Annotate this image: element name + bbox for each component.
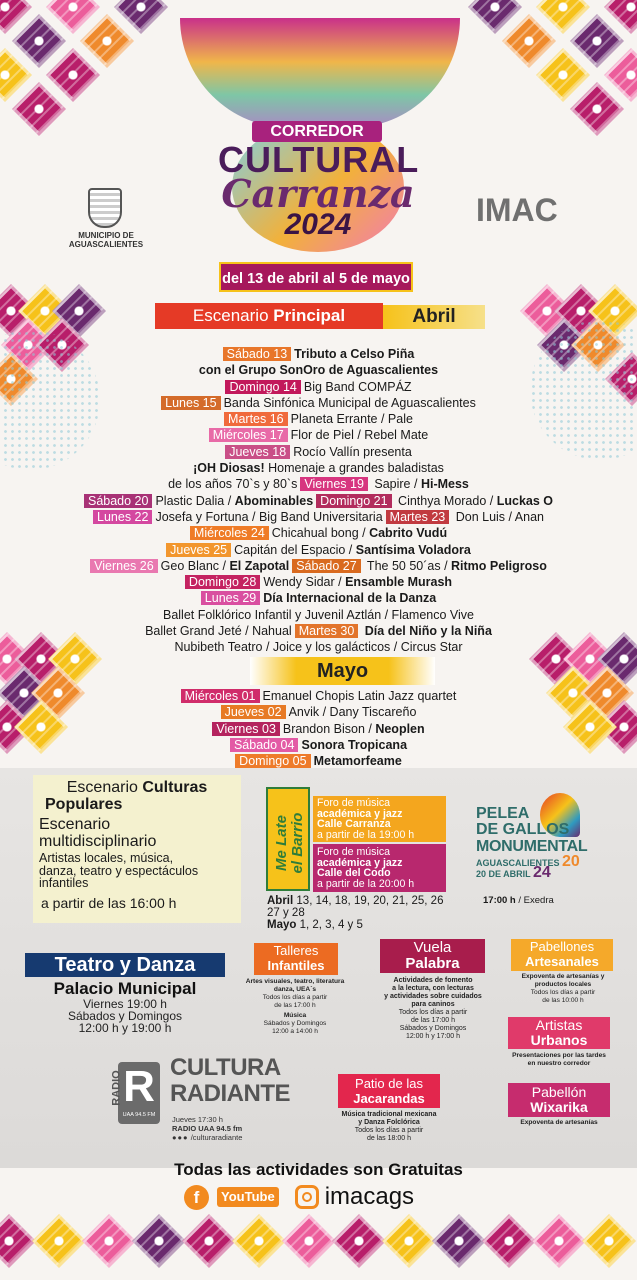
schedule-line <box>0 395 637 411</box>
performer-text: Wendy Sidar / <box>263 575 346 590</box>
artistas-banner <box>508 1017 610 1049</box>
instagram-handle: imacags <box>324 1183 415 1210</box>
performer-bold: Abominables <box>234 493 314 508</box>
talleres-l4: de las 17:00 h <box>274 1002 316 1009</box>
performer-text: Don Luis / Anan <box>452 509 544 524</box>
day-tag: Sábado 27 <box>292 559 360 573</box>
performer-bold: Neoplen <box>375 721 425 736</box>
talleres-b: Infantiles <box>267 958 325 973</box>
radio-a: CULTURA <box>170 1054 281 1081</box>
artistas-a: Artistas <box>535 1017 583 1033</box>
wixarika-a: Pabellón <box>531 1084 587 1100</box>
day-tag: Martes 30 <box>295 624 359 638</box>
schedule-line <box>0 721 637 737</box>
radio-e: /culturaradiante <box>190 1133 243 1142</box>
day-tag: Martes 16 <box>224 412 288 426</box>
corredor-label: CORREDOR <box>252 121 382 142</box>
talleres-banner <box>254 943 338 975</box>
day-tag: Jueves 18 <box>225 445 290 459</box>
schedule-line <box>0 574 637 590</box>
pelea-d: AGUASCALIENTES <box>476 858 560 868</box>
performer-bold: Cabrito Vudú <box>369 526 448 541</box>
performer-text: Josefa y Fortuna / Big Band Universitaria <box>155 509 383 524</box>
wixarika-banner <box>508 1083 610 1117</box>
patio-l3: Todos los días a partir <box>354 1127 424 1134</box>
year-title: 2024 <box>284 208 352 241</box>
performer-text: Anvik / Dany Tiscareño <box>288 705 417 720</box>
pelea-time <box>483 895 554 906</box>
patio-l2: y Danza Folclórica <box>358 1119 420 1126</box>
populares-d: Escenario <box>39 816 111 833</box>
populares-f: Artistas locales, música, <box>39 851 174 865</box>
performer-text: Nubibeth Teatro / Joice y los galácticos / Circus Star <box>174 640 463 655</box>
performer-text: de los años 70`s y 80`s <box>168 477 298 492</box>
performer-text: Ballet Folklórico Infantil y Juvenil Aztlán / Flamenco Vive <box>162 607 475 622</box>
wixarika-info <box>500 1119 618 1127</box>
social-row <box>184 1183 464 1211</box>
performer-bold: Hi-Mess <box>420 477 469 492</box>
foro1-d: a partir de la 19:00 h <box>317 828 415 841</box>
vuela-l4: para caninos <box>411 1001 455 1008</box>
populares-g: danza, teatro y espectáculos <box>39 863 199 878</box>
populares-e: multidisciplinario <box>39 833 157 850</box>
facebook-icon[interactable]: f <box>184 1185 209 1210</box>
schedule-line <box>0 427 637 443</box>
foro2-d: a partir de la 20:00 h <box>317 877 415 890</box>
cultural-title: CULTURAL <box>218 139 420 180</box>
teatro-times <box>25 998 225 1034</box>
day-tag: Sábado 04 <box>230 738 298 752</box>
performer-bold: El Zapotal <box>229 558 290 573</box>
day-tag: Sábado 20 <box>84 494 152 508</box>
foro2-a: Foro de música <box>317 846 391 858</box>
artistas-l1: Presentaciones por las tardes <box>512 1052 606 1059</box>
april-schedule <box>0 346 637 656</box>
day-tag: Domingo 28 <box>185 575 260 589</box>
performer-text: Planeta Errante / Pale <box>290 412 413 427</box>
pabellones-l4: de las 10:00 h <box>542 997 584 1004</box>
day-tag: Viernes 19 <box>300 477 368 491</box>
barrio-dates <box>267 895 452 931</box>
pabellones-b: Artesanales <box>525 954 599 969</box>
day-tag: Sábado 13 <box>223 347 291 361</box>
radio-d: RADIO UAA 94.5 fm <box>172 1124 243 1133</box>
performer-text: Rocío Vallín <box>293 444 360 459</box>
teatro-l2: Sábados y Domingos <box>67 1009 183 1023</box>
day-tag: Lunes 29 <box>201 591 260 605</box>
barrio-mayo-days: 1, 2, 3, 4 y 5 <box>296 919 363 931</box>
wixarika-l1: Expoventa de artesanías <box>520 1119 598 1126</box>
artistas-b: Urbanos <box>530 1032 588 1048</box>
day-tag: Jueves 02 <box>221 705 286 719</box>
performer-bold: Día del Niño y la Niña <box>364 624 492 639</box>
schedule-line <box>0 493 637 509</box>
schedule-line <box>0 411 637 427</box>
teatro-l3: 12:00 h y 19:00 h <box>78 1021 172 1035</box>
performer-text: ¡OH Diosas! <box>193 461 265 476</box>
pabellones-banner <box>511 939 613 971</box>
performer-text: The 50 50´as / <box>363 558 452 573</box>
performer-text: Emanuel Chopis Latin Jazz quartet <box>262 689 457 703</box>
day-tag: Lunes 22 <box>93 510 152 524</box>
vuela-l1: Actividades de fomento <box>393 977 473 984</box>
teatro-banner: Teatro y Danza <box>25 953 225 977</box>
performer-text: Metamorfeame <box>313 754 402 769</box>
barrio-mayo-label: Mayo <box>267 919 297 931</box>
vuela-banner <box>380 939 485 973</box>
populares-h: infantiles <box>39 876 89 890</box>
youtube-icon[interactable]: YouTube <box>217 1187 279 1207</box>
radio-uaa-label: UAA 94.5 FM <box>122 1112 156 1118</box>
mayo-banner: Mayo <box>250 657 435 685</box>
teatro-sub: Palacio Municipal <box>53 979 197 998</box>
vuela-l3: y actividades sobre cuidados <box>384 993 482 1000</box>
performer-text: Sonora Tropicana <box>301 737 408 752</box>
barrio-abril-days: 13, 14, 18, 19, 20, 21, 25, 26 <box>293 895 444 907</box>
patio-banner <box>338 1074 440 1108</box>
foro1-a: Foro de música <box>317 797 391 809</box>
pelea-e: 20 <box>562 853 580 870</box>
schedule-line <box>0 623 637 639</box>
schedule-line <box>0 444 637 460</box>
populares-a: Escenario <box>66 779 143 796</box>
patio-l1: Música tradicional mexicana <box>341 1111 437 1118</box>
gratis-text: Todas las actividades son Gratuitas <box>174 1160 463 1179</box>
performer-text: con el Grupo SonOro de Aguascalientes <box>198 363 439 378</box>
pelea-c: MONUMENTAL <box>476 838 588 855</box>
talleres-l7: 12:00 a 14:00 h <box>272 1028 318 1035</box>
performer-bold: Ritmo Peligroso <box>451 558 547 573</box>
schedule-line <box>0 704 637 720</box>
vuela-l6: de las 17:00 h <box>411 1017 455 1024</box>
performer-text: Cinthya Morado / <box>394 493 497 508</box>
performer-text: Día Internacional de la Danza <box>263 591 437 606</box>
schedule-line <box>0 509 637 525</box>
fan-decoration <box>180 18 460 128</box>
talleres-l6: Sábados y Domingos <box>263 1020 327 1027</box>
instagram-icon[interactable] <box>295 1185 319 1209</box>
performer-text: Big Band COMPÁZ <box>303 379 412 394</box>
talleres-a: Talleres <box>273 943 319 958</box>
pabellones-info <box>505 973 621 1005</box>
day-tag: Viernes 26 <box>90 559 158 573</box>
vuela-a: Vuela <box>413 939 452 956</box>
abril-banner: Abril <box>383 305 485 329</box>
day-tag: Domingo 14 <box>225 380 300 394</box>
schedule-line <box>0 379 637 395</box>
vuela-l2: a la lectura, con lecturas <box>392 985 474 992</box>
day-tag: Domingo 21 <box>316 494 391 508</box>
pelea-h: 17:00 h <box>483 895 516 906</box>
schedule-line <box>0 525 637 541</box>
patio-b: Jacarandas <box>353 1091 425 1106</box>
schedule-line <box>0 688 637 704</box>
performer-text: Ballet Grand Jeté / Nahual <box>145 624 292 639</box>
radio-info <box>172 1115 272 1142</box>
artistas-l2: en nuestro corredor <box>527 1060 591 1067</box>
wixarika-b: Wixarika <box>530 1099 588 1115</box>
vuela-l5: Todos los días a partir <box>398 1009 468 1016</box>
performer-text: Chicahual bong / <box>271 526 370 541</box>
pabellones-a: Pabellones <box>529 939 595 954</box>
performer-text: Sapire / <box>370 477 421 492</box>
performer-text: Geo Blanc / <box>160 558 230 573</box>
performer-bold: Luckas O <box>496 493 553 508</box>
talleres-l2: danza, UEA´s <box>273 986 317 993</box>
performer-text: Tributo a Celso Piña <box>294 347 415 361</box>
schedule-line <box>0 460 637 476</box>
performer-text: presenta <box>359 444 412 459</box>
municipio-line2: AGUASCALIENTES <box>68 240 144 249</box>
day-tag: Viernes 03 <box>212 722 280 736</box>
may-schedule <box>0 688 637 769</box>
talleres-l3: Todos los días a partir <box>262 994 328 1001</box>
vuela-l7: Sábados y Domingos <box>399 1025 467 1032</box>
schedule-line <box>0 590 637 606</box>
pelea-b: DE GALLOS <box>476 821 570 838</box>
carranza-title: Carranza <box>221 171 415 216</box>
barrio-logo-line1: Me Late <box>273 815 290 871</box>
imac-logo: IMAC <box>476 192 558 228</box>
foro1-b: académica y jazz <box>317 807 403 820</box>
artistas-info <box>494 1052 624 1068</box>
performer-text: Plastic Dalia / <box>155 493 235 508</box>
pabellones-l1: Expoventa de artesanías y <box>521 973 605 980</box>
foro1-c: Calle Carranza <box>317 818 391 831</box>
day-tag: Miércoles 01 <box>181 689 260 703</box>
pabellones-l3: Todos los días a partir <box>530 989 596 996</box>
principal-label-a: Escenario <box>192 306 269 325</box>
schedule-line <box>0 639 637 655</box>
radio-vertical-label: RADIO <box>110 1070 123 1106</box>
day-tag: Domingo 05 <box>235 754 310 768</box>
schedule-line <box>0 362 637 378</box>
day-tag: Miércoles 24 <box>190 526 269 540</box>
radio-uaa-logo <box>118 1062 160 1124</box>
populares-b: Culturas <box>142 779 208 796</box>
pelea-a: PELEA <box>476 805 530 822</box>
talleres-l5: Música <box>283 1012 307 1019</box>
pelea-i: / Exedra <box>515 895 554 906</box>
radio-social <box>172 1133 272 1142</box>
performer-text: Flor de Piel / Rebel Mate <box>290 428 429 443</box>
principal-banner <box>155 303 383 329</box>
patio-info <box>328 1111 450 1143</box>
schedule-line <box>0 346 637 362</box>
schedule-line <box>0 542 637 558</box>
day-tag: Martes 23 <box>386 510 450 524</box>
day-tag: Jueves 25 <box>166 543 231 557</box>
barrio-abril-label: Abril <box>267 895 294 907</box>
performer-text: Banda Sinfónica Municipal de Aguascalientes <box>223 395 476 410</box>
pabellones-l2: productos locales <box>534 981 592 988</box>
radio-r-letter: R <box>123 1062 155 1111</box>
populares-box <box>33 775 241 923</box>
performer-bold: Ensamble Murash <box>345 575 453 590</box>
populares-c: Populares <box>45 796 123 813</box>
date-banner: del 13 de abril al 5 de mayo <box>219 262 413 292</box>
performer-bold: Santísima Voladora <box>355 542 471 557</box>
talleres-info <box>240 978 350 1036</box>
radio-social-icons: ●●● <box>172 1133 189 1142</box>
barrio-logo <box>266 787 310 891</box>
schedule-line <box>0 607 637 623</box>
day-tag: Miércoles 17 <box>209 428 288 442</box>
teatro-l1: Viernes 19:00 h <box>83 997 167 1011</box>
foro-codo <box>313 844 446 892</box>
pelea-logo <box>476 806 606 879</box>
schedule-line <box>0 476 637 492</box>
schedule-line <box>0 558 637 574</box>
patio-a: Patio de las <box>355 1076 423 1091</box>
pelea-g: 24 <box>533 864 551 881</box>
day-tag: Lunes 15 <box>161 396 220 410</box>
municipio-line1: MUNICIPIO DE <box>78 231 134 240</box>
performer-text: Brandon Bison / <box>282 721 376 736</box>
cultura-radiante-logo <box>170 1054 290 1107</box>
talleres-l1: Artes visuales, teatro, literatura <box>245 978 345 985</box>
barrio-logo-line2: el Barrio <box>289 812 306 874</box>
performer-text: Capitán del Espacio / <box>234 542 356 557</box>
populares-i: a partir de las 16:00 h <box>41 894 177 911</box>
radio-c: Jueves 17:30 h <box>172 1115 223 1124</box>
patio-l4: de las 18:00 h <box>367 1135 411 1142</box>
vuela-l8: 12:00 h y 17:00 h <box>405 1033 461 1040</box>
foro-carranza <box>313 796 446 842</box>
municipio-text <box>56 231 156 249</box>
barrio-abril-days2: 27 y 28 <box>267 907 305 919</box>
foro2-b: académica y jazz <box>317 856 403 869</box>
municipio-shield-icon <box>88 188 122 228</box>
foro2-c: Calle del Codo <box>317 867 391 880</box>
pelea-f: 20 DE ABRIL <box>476 869 531 879</box>
radio-b: RADIANTE <box>170 1080 290 1107</box>
vuela-info <box>366 977 500 1041</box>
principal-label-b: Principal <box>273 306 346 325</box>
schedule-line <box>0 737 637 753</box>
vuela-b: Palabra <box>405 955 460 972</box>
performer-text: Homenaje a grandes baladistas <box>264 461 444 476</box>
